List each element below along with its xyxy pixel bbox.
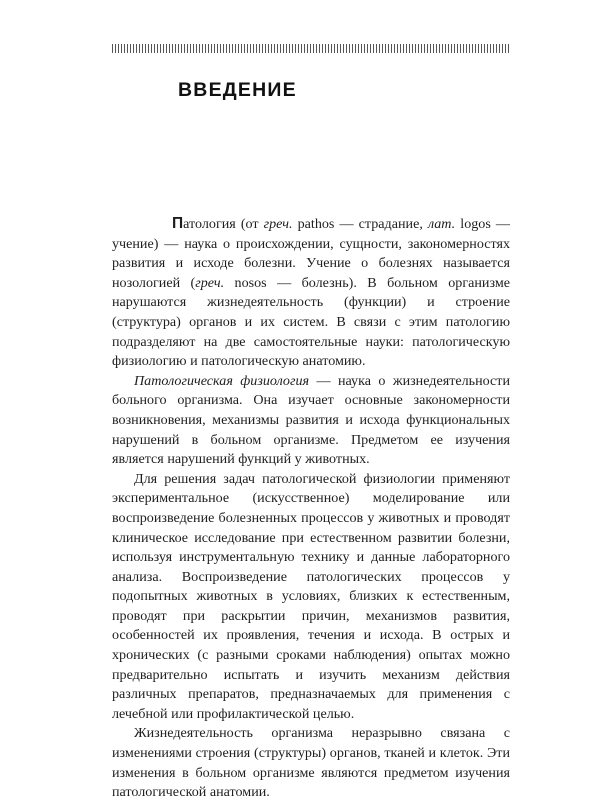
text-run: — наука о жизнедеятельности больного организма. Она изучает основные закономерности возникновения, механизмы развития и исхода функциональных нарушений в больном организме. Предметом ее изучения является нарушений функций у животных.: [112, 372, 510, 468]
drop-cap: П: [172, 215, 184, 232]
paragraph: [112, 214, 510, 372]
chapter-heading: ВВЕДЕНИЕ: [178, 79, 297, 101]
text-run: Жизнедеятельность организма неразрывно связана с изменениями строения (структуры) органов, тканей и клеток. Эти изменения в больном организме являются предметом изучения патологической анатомии.: [112, 725, 510, 801]
italic-text: лат.: [427, 216, 456, 232]
paragraph: [112, 724, 510, 802]
text-run: pathos — страдание,: [292, 216, 428, 232]
text-run: logos — учение) — наука о происхождении, сущности, закономерностях развития и исходе болезни. Учение о болезнях называется нозологией (: [112, 216, 510, 291]
paragraph: [112, 372, 510, 470]
text-run: nosos — болезнь). В больном организме нарушаются жизнедеятельность (функции) и строение (структура) органов и их систем. В связи с этим патологию подразделяют на две самостоятельные науки: патологическую физиологию и патологическую анатомию.: [112, 274, 510, 370]
text-run: атология (от: [183, 216, 264, 232]
body-text: [112, 214, 510, 803]
italic-text: греч.: [263, 216, 293, 232]
italic-text: греч.: [195, 274, 225, 291]
text-run: Для решения задач патологической физиологии применяют экспериментальное (искусственное) моделирование или воспроизведение болезненных процессов у животных и проводят клиническое исследование при естественном развитии болезни, используя инструментальную технику и данные лабораторного анализа. Воспроизведение патологических процессов у подопытных животных в условиях, близких к естественным, проводят при раскрытии причин, механизмов развития, особенностей их проявления, течения и исхода. В острых и хронических (с разными сроками наблюдения) опытах можно предварительно испытать и изучить механизм действия различных препаратов, предназначаемых для применения с лечебной или профилактической целью.: [112, 470, 510, 722]
paragraph: [112, 470, 510, 725]
top-rule: [112, 44, 510, 53]
italic-text: Патологическая физиология: [134, 372, 310, 389]
